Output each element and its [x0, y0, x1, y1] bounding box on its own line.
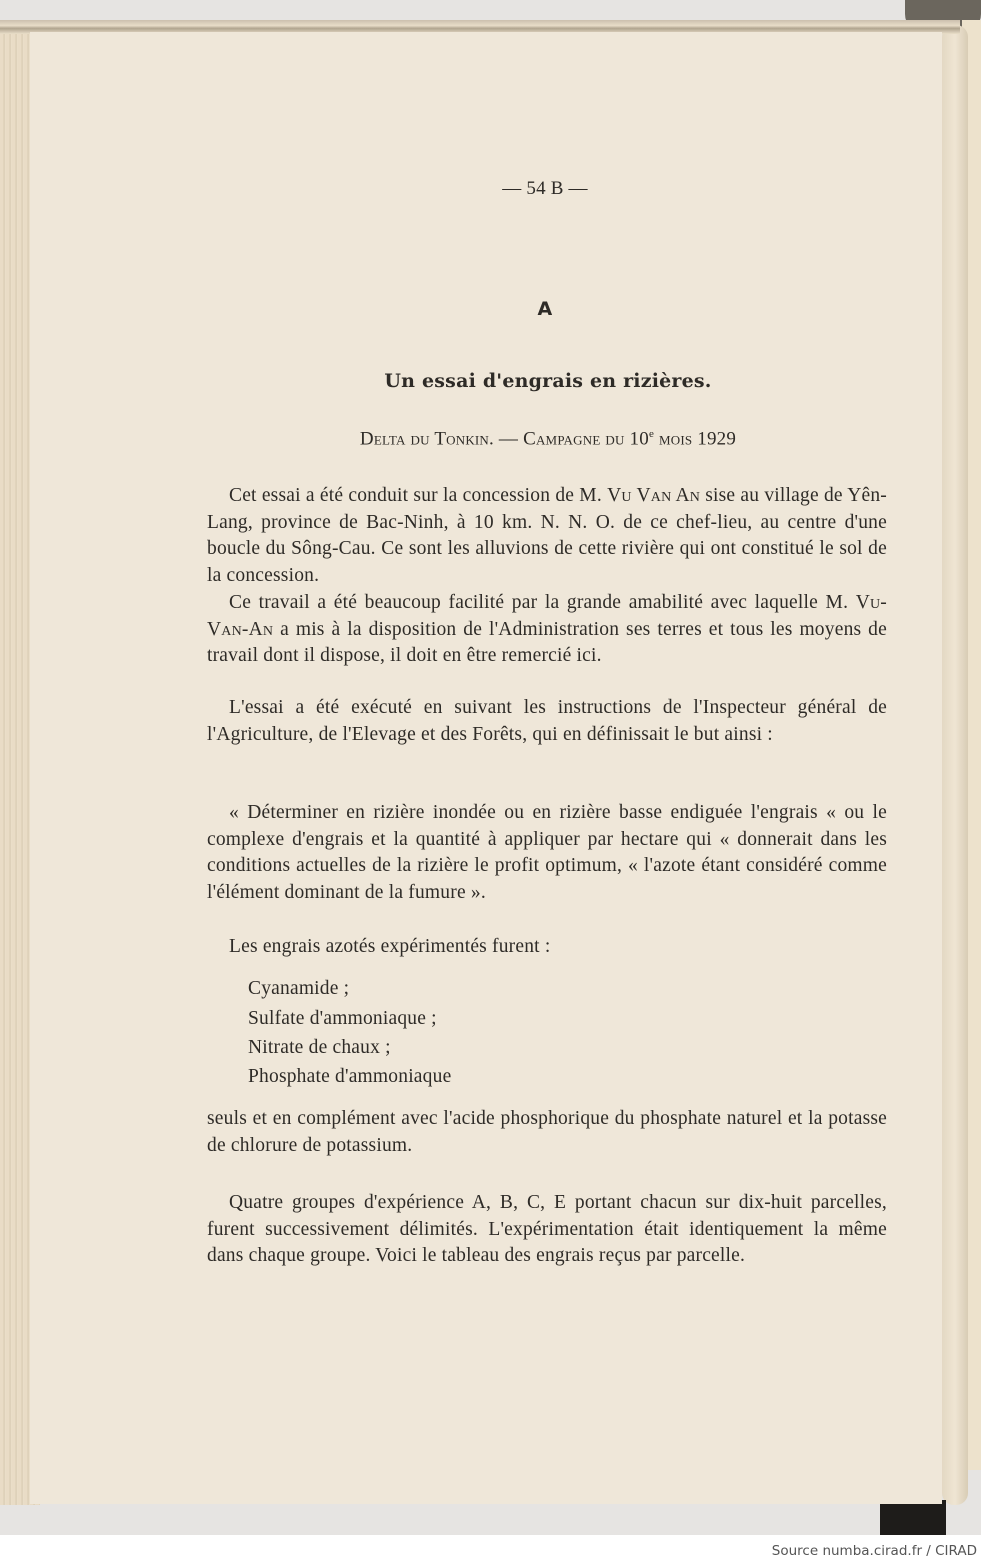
paragraph-1-text-a: Cet essai a été conduit sur la concession de M.: [229, 485, 608, 506]
page-number: — 54 B —: [502, 178, 588, 199]
fertilizer-list-item: Phosphate d'ammoniaque: [248, 1066, 452, 1087]
person-name: Vu Van An: [607, 485, 701, 506]
paragraph-4: [207, 934, 887, 961]
person-name: Vu-Van-An: [207, 592, 887, 640]
quotation-text: « Déterminer en rizière inondée ou en rizière basse endiguée l'engrais « ou le complexe d'engrais et la quantité à appliquer par hectare qui « donnerait dans les conditions actuelles de la rizière le profit optimum, « l'azote étant considéré comme l'élément dominant de la fumure ».: [207, 802, 887, 903]
fertilizer-list-item: Nitrate de chaux ;: [248, 1037, 391, 1058]
subtitle-ordinal: e: [648, 428, 655, 440]
paragraph-after-list-text: seuls et en complément avec l'acide phosphorique du phosphate naturel et la potasse de chlorure de potassium.: [207, 1108, 887, 1156]
page-curl: [942, 25, 968, 1505]
document-page: [30, 32, 942, 1504]
paragraph-after-list: [207, 1106, 887, 1159]
paragraph-4-text: Les engrais azotés expérimentés furent :: [229, 936, 551, 957]
source-credit: Source numba.cirad.fr / CIRAD: [771, 1543, 977, 1559]
subtitle-number: 10: [629, 428, 649, 450]
subtitle-month: mois: [654, 428, 698, 450]
subtitle-year: 1929: [697, 428, 737, 450]
fertilizer-list-item: Sulfate d'ammoniaque ;: [248, 1008, 437, 1029]
paragraph-2-text-a: Ce travail a été beaucoup facilité par la grande amabilité avec laquelle M.: [229, 592, 856, 613]
paragraph-1: [207, 483, 887, 589]
paragraph-2-text-b: a mis à la disposition de l'Administration ses terres et tous les moyens de travail dont il dispose, il doit en être remercié ici.: [207, 618, 887, 666]
article-title: Un essai d'engrais en rizières.: [384, 370, 712, 392]
section-letter: A: [537, 298, 553, 320]
subtitle-dash: —: [493, 428, 524, 450]
subtitle-location: Delta du Tonkin.: [359, 428, 494, 450]
article-subtitle: [0, 428, 981, 450]
paragraph-3: [207, 695, 887, 748]
quotation: [207, 800, 887, 906]
paragraph-last: [207, 1190, 887, 1270]
book-binding-bottom: [880, 1500, 946, 1535]
fertilizer-list-item: Cyanamide ;: [248, 978, 350, 999]
paragraph-3-text: L'essai a été exécuté en suivant les instructions de l'Inspecteur général de l'Agriculture, de l'Elevage et des Forêts, qui en définissait le but ainsi :: [207, 697, 887, 745]
subtitle-campaign: Campagne du: [523, 428, 630, 450]
paragraph-1-text-b: sise au village de Yên-Lang, province de Bac-Ninh, à 10 km. N. N. O. de ce chef-lieu, au centre d'une boucle du Sông-Cau. Ce sont les alluvions de cette rivière qui ont constitué le sol de la concession.: [207, 485, 887, 586]
paragraph-2: [207, 590, 887, 670]
paragraph-last-text: Quatre groupes d'expérience A, B, C, E portant chacun sur dix-huit parcelles, furent successivement délimités. L'expérimentation était identiquement la même dans chaque groupe. Voici le tableau des engrais reçus par parcelle.: [207, 1192, 887, 1266]
